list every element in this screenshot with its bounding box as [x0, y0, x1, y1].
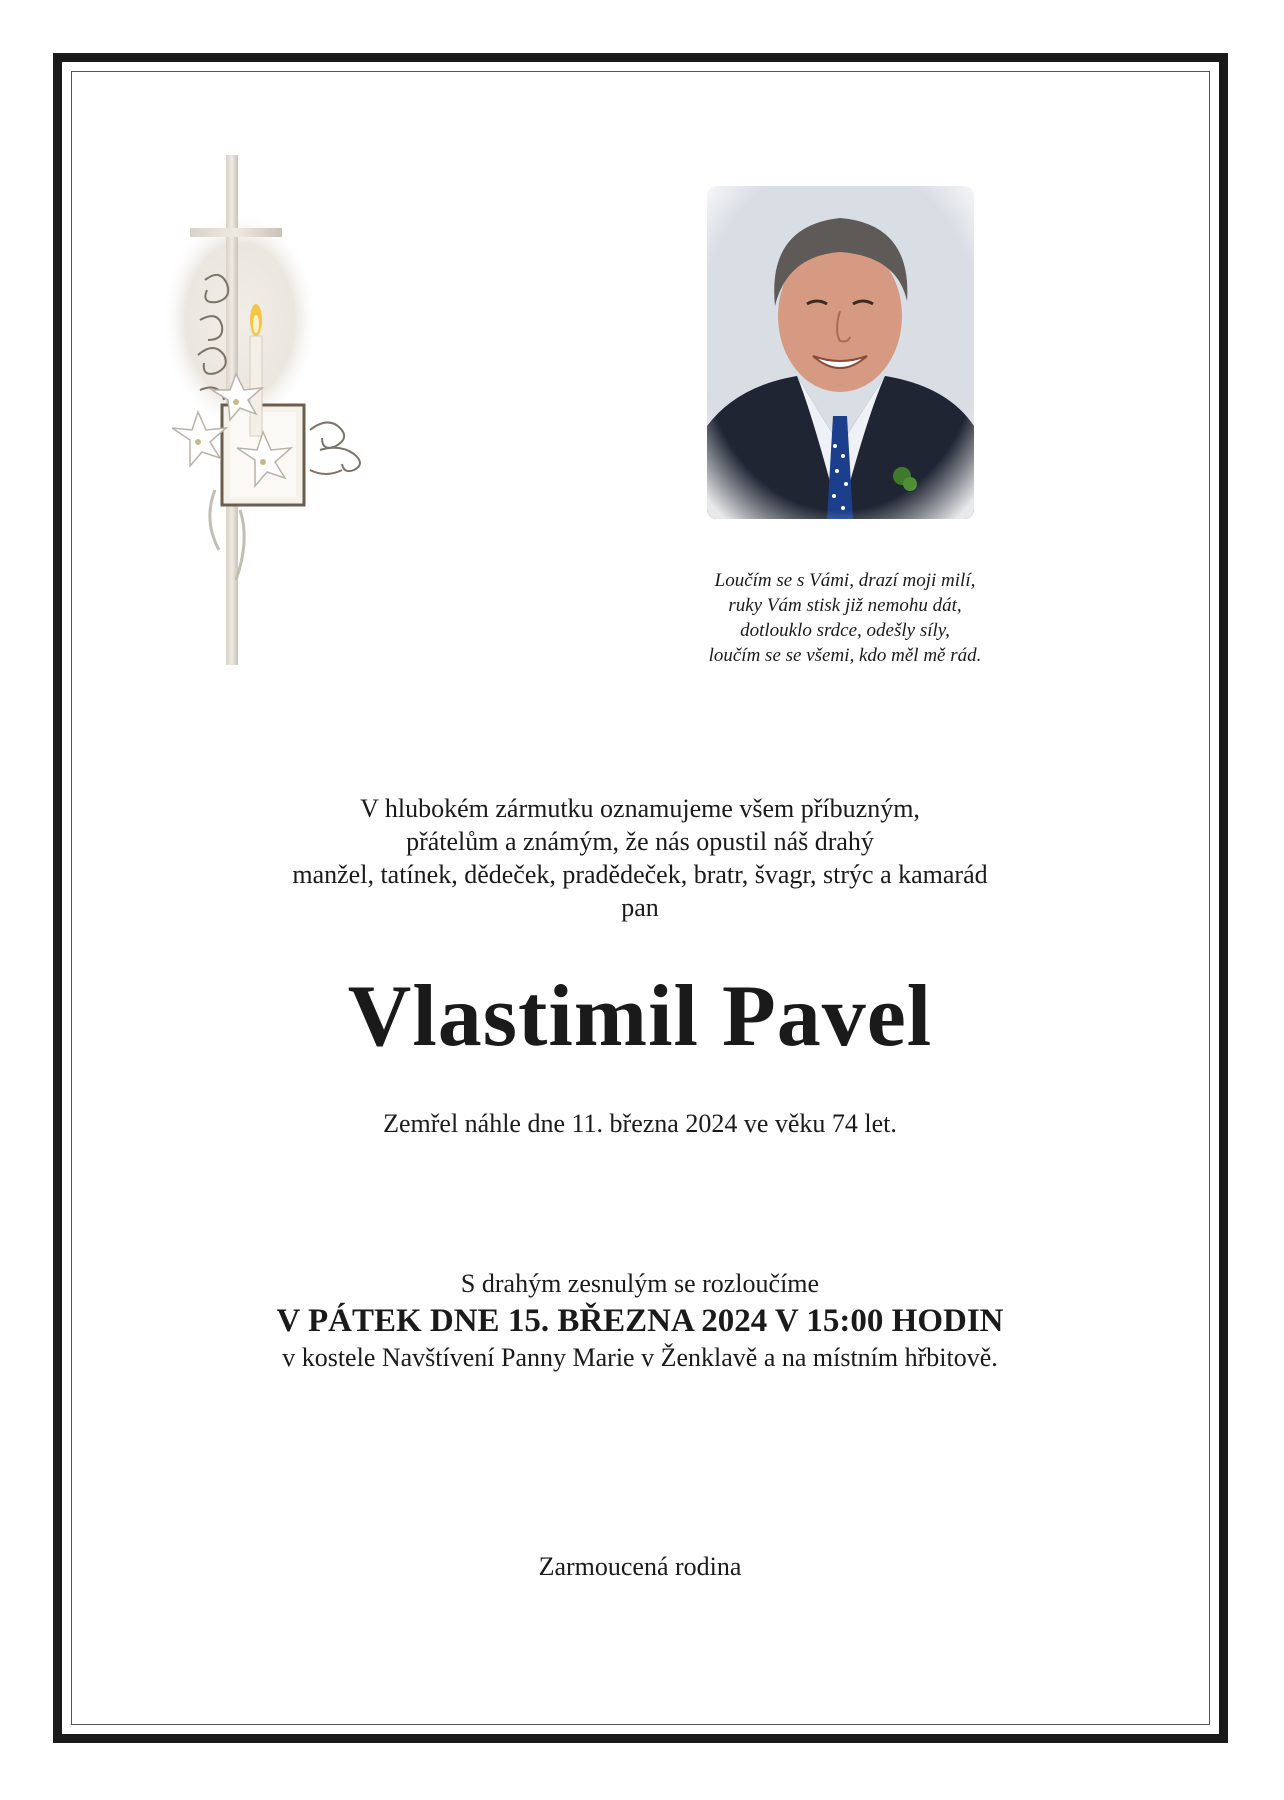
announcement-line: V hlubokém zármutku oznamujeme všem příbuzným,: [360, 794, 920, 823]
poem-line: ruky Vám stisk již nemohu dát,: [728, 595, 962, 616]
poem-line: dotlouklo srdce, odešly síly,: [740, 620, 950, 641]
frame-corner-bottom-right: [1176, 1690, 1204, 1718]
frame-corner-bottom-left: [80, 1690, 108, 1718]
announcement-line: pan: [621, 893, 659, 922]
announcement-line: manžel, tatínek, dědeček, pradědeček, bratr, švagr, strýc a kamarád: [292, 860, 988, 889]
family-signature: Zarmoucená rodina: [538, 1552, 742, 1581]
announcement-line: přátelům a známým, že nás opustil náš drahý: [406, 827, 874, 856]
deceased-name: Vlastimil Pavel: [347, 968, 933, 1065]
funeral-info: [140, 1267, 1140, 1375]
announcement-text: [140, 792, 1140, 924]
farewell-poem: [640, 568, 1050, 668]
frame-corner-top-left: [80, 80, 108, 108]
death-note: Zemřel náhle dne 11. března 2024 ve věku 74 let.: [383, 1109, 897, 1138]
funeral-place: v kostele Navštívení Panny Marie v Ženklavě a na místním hřbitově.: [282, 1343, 998, 1372]
portrait-photo: [707, 186, 974, 519]
frame-corner-top-right: [1176, 80, 1204, 108]
poem-line: loučím se se všemi, kdo měl mě rád.: [708, 645, 982, 666]
farewell-intro: S drahým zesnulým se rozloučíme: [460, 1269, 820, 1298]
poem-line: Loučím se s Vámi, drazí moji milí,: [714, 570, 976, 591]
funeral-datetime: V PÁTEK DNE 15. BŘEZNA 2024 V 15:00 HODIN: [276, 1303, 1004, 1339]
cross-candle-lilies-icon: [160, 150, 400, 670]
